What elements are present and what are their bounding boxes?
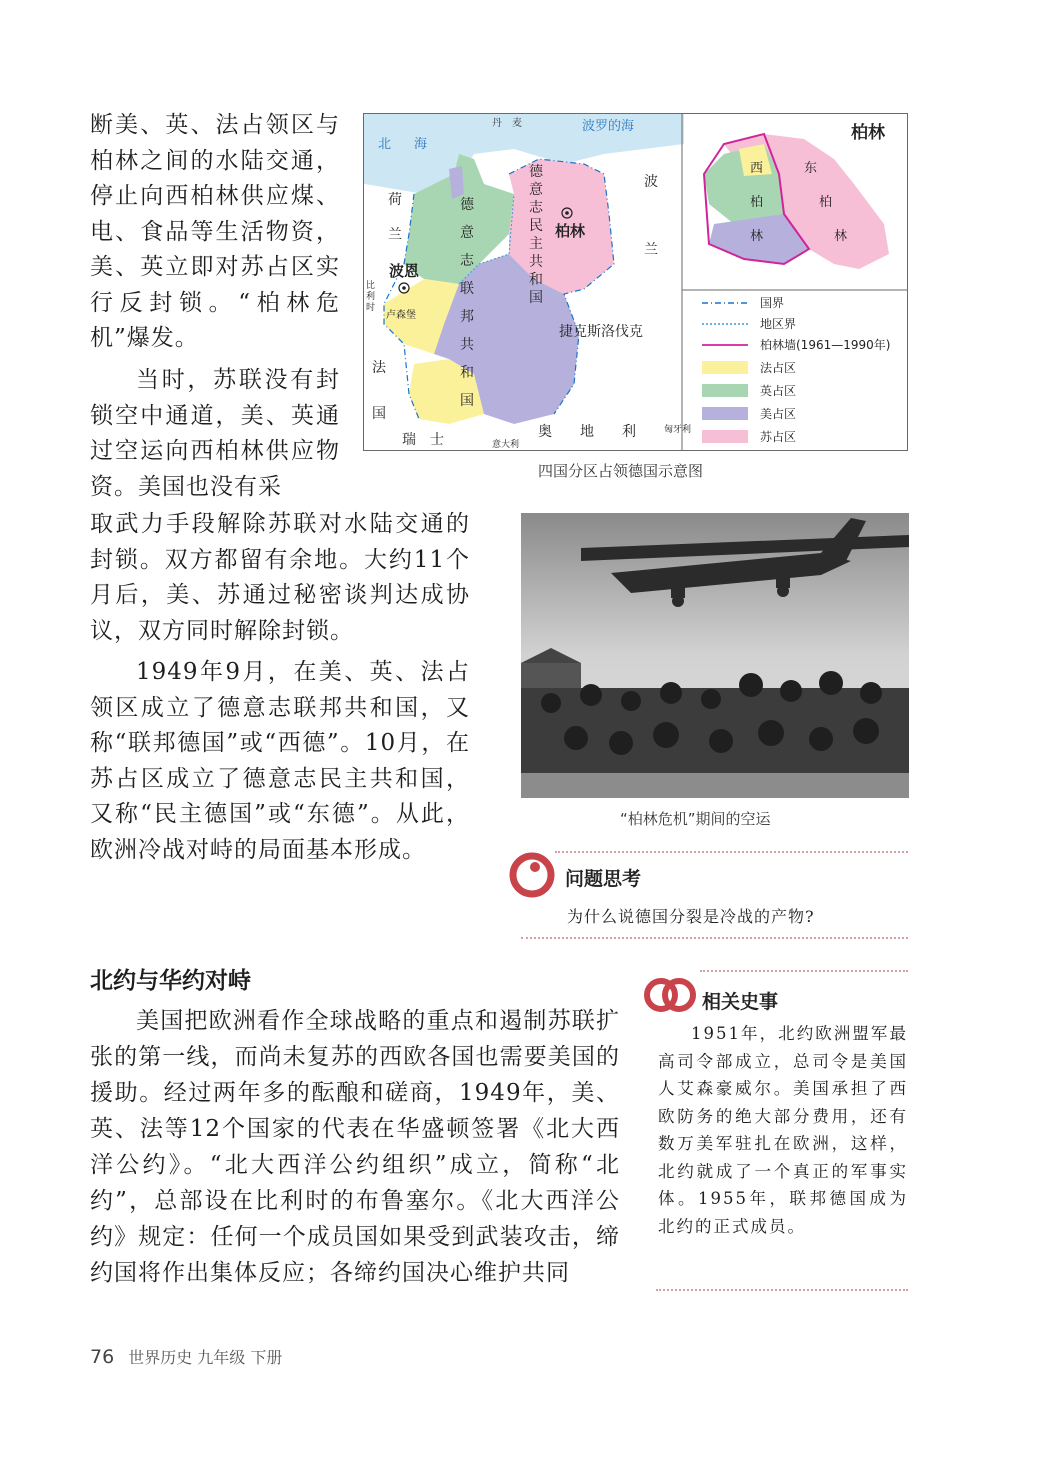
map-label-austria: 奥 地 利 [538,424,636,440]
legend-label-british: 英占区 [760,384,797,398]
inset-east-3: 林 [834,229,848,244]
legend-label-zone-border: 地区界 [760,317,797,331]
map-label-frg-5: 邦 [460,309,474,325]
inset-west-2: 柏 [750,195,764,210]
map-label-luxembourg: 卢森堡 [386,310,416,321]
inset-west-1: 西 [750,161,764,176]
map-label-north-sea-2: 海 [414,137,428,152]
map-label-bonn: 波恩 [389,262,420,280]
map-label-netherlands-2: 兰 [388,227,402,243]
map-label-italy: 意大利 [492,440,520,450]
inset-title: 柏林 [851,123,885,143]
map-label-denmark: 丹 麦 [492,118,522,129]
book-title: 世界历史 九年级 下册 [128,1348,283,1367]
paragraph-blockade: 断美、英、法占领区与柏林之间的水陆交通，停止向西柏林供应煤、电、食品等生活物资，美、英立即对苏占区实行反封锁。“柏林危机”爆发。 [90,112,340,351]
legend-label-soviet: 苏占区 [760,430,797,444]
related-box-title: 相关史事 [702,991,779,1013]
paragraph-nato: 美国把欧洲看作全球战略的重点和遏制苏联扩张的第一线，而尚未复苏的西欧各国也需要美国的援助。经过两年多的酝酿和磋商，1949年，美、英、法等12个国家的代表在华盛顿签署《北大西洋公约》。“北大西洋公约组织”成立，简称“北约”，总部设在比利时的布鲁塞尔。《北大西洋公约》规定：任何一个成员国如果受到武装攻击，缔约国将作出集体反应；各缔约国决心维护共同 [90,1008,620,1286]
map-label-poland-1: 波 [644,174,658,190]
map-label-poland-2: 兰 [644,242,658,258]
legend-label-french: 法占区 [760,361,797,375]
map-label-gdr-8: 国 [529,290,543,306]
think-box-bottom-line [521,937,908,939]
airlift-photo [521,513,909,798]
legend-label-american: 美占区 [760,407,797,421]
map-label-north-sea-1: 北 [378,137,392,152]
map-label-netherlands-1: 荷 [388,192,402,208]
map-graphic [364,114,907,450]
legend-label-berlin-wall: 柏林墙(1961—1990年) [760,338,891,352]
occupation-zones-map [363,113,908,451]
inset-west-3: 林 [750,229,764,244]
map-label-frg-8: 国 [460,393,474,409]
map-label-belgium-3: 时 [366,303,376,313]
map-label-france-1: 法 [372,360,386,376]
map-label-gdr-7: 和 [529,272,543,288]
map-label-gdr-3: 志 [529,200,543,216]
map-label-gdr-6: 共 [529,254,543,270]
map-label-frg-7: 和 [460,365,474,381]
map-label-switzerland: 瑞 士 [402,432,444,448]
map-label-frg-1: 德 [460,197,474,213]
paragraph-two-germanies: 1949年9月，在美、英、法占领区成立了德意志联邦共和国，又称“联邦德国”或“西德”。10月，在苏占区成立了德意志民主共和国，又称“民主德国”或“东德”。从此，欧洲冷战对峙的局面基本形成。 [90,659,470,863]
map-label-hungary: 匈牙利 [664,425,692,435]
map-label-gdr-2: 意 [529,182,543,198]
inset-east-1: 东 [804,161,818,176]
related-box-text: 1951年，北约欧洲盟军最高司令部成立，总司令是美国人艾森豪威尔。美国承担了西欧防务的绝大部分费用，还有数万美军驻扎在欧洲，这样，北约就成了一个真正的军事实体。1955年，联邦德国成为北约的正式成员。 [658,1024,908,1236]
map-label-frg-6: 共 [460,337,474,353]
map-label-gdr-4: 民 [529,218,543,234]
page-footer [90,1345,282,1368]
map-label-frg-3: 志 [460,253,474,269]
map-label-frg-2: 意 [460,225,474,241]
question-icon [508,852,558,898]
paragraph-airlift-top: 当时，苏联没有封锁空中通道，美、英通过空运向西柏林供应物资。美国也没有采 [90,367,340,500]
legend-label-border: 国界 [760,296,785,310]
map-label-berlin: 柏林 [555,222,586,240]
related-box-bottom-line [656,1289,908,1291]
map-label-frg-4: 联 [460,281,474,297]
map-caption: 四国分区占领德国示意图 [538,462,704,480]
photo-caption: “柏林危机”期间的空运 [620,810,771,828]
section-heading: 北约与华约对峙 [90,968,251,994]
inset-east-2: 柏 [819,195,833,210]
map-label-gdr-1: 德 [529,164,543,180]
map-label-baltic: 波罗的海 [582,119,635,134]
map-legend [702,296,890,444]
think-box-top-line [555,851,908,853]
map-label-france-2: 国 [372,406,386,422]
think-box-question: 为什么说德国分裂是冷战的产物? [567,907,815,926]
related-history-icon [643,975,699,1015]
think-box-title: 问题思考 [565,868,642,890]
paragraph-airlift-bottom: 取武力手段解除苏联对水陆交通的封锁。双方都留有余地。大约11个月后，美、苏通过秘密谈判达成协议，双方同时解除封锁。 [90,511,470,644]
map-label-czech: 捷克斯洛伐克 [559,324,643,340]
airlift-photo-graphic [521,513,909,798]
map-label-gdr-5: 主 [529,236,543,252]
map-label-belgium-1: 比 [366,281,376,291]
page-number: 76 [90,1346,115,1368]
map-label-belgium-2: 利 [366,292,376,302]
related-box-top-line [700,970,908,972]
